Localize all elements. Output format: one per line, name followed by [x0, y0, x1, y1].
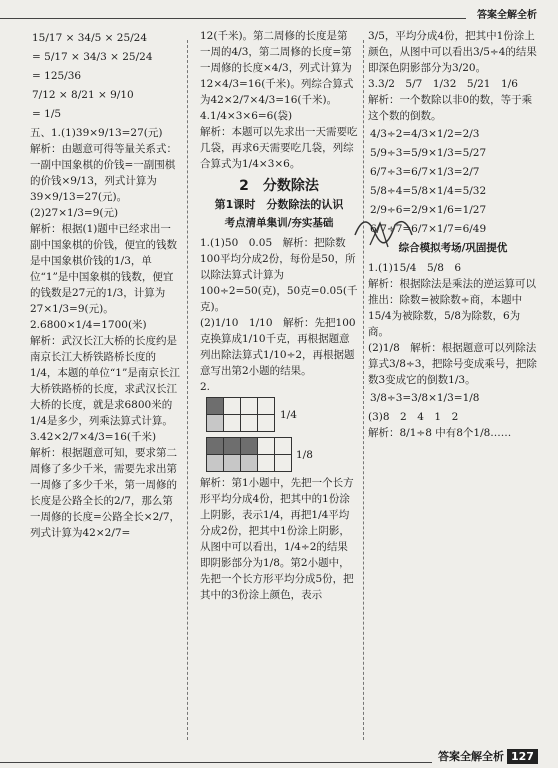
formula-line: 4/3÷2=4/3×1/2=2/3	[370, 128, 480, 140]
column-left	[30, 28, 180, 541]
explanation: 解析：一个数除以非0的数，等于乘这个数的倒数。	[368, 94, 533, 122]
section-title: 综合模拟考场/巩固提优	[398, 242, 508, 254]
answer-line: (2)1/10 1/10 解析：先把100克换算成1/10千克，再根据题意列出除法算式1/10÷2，再根据题意写出第2小题的结果。	[200, 317, 356, 377]
lesson-title: 第1课时 分数除法的认识	[214, 198, 344, 211]
sub-title: 考点清单集训/夯实基础	[224, 217, 334, 229]
answer-line: (3)8 2 4 1 2	[368, 411, 459, 423]
brand-label: 答案全解全析	[474, 6, 540, 21]
explanation: 解析：8/1÷8 中有8个1/8……	[368, 427, 512, 439]
answer-line: 3.3/2 5/7 1/32 5/21 1/6	[368, 78, 518, 90]
explanation: 解析：第1小题中，先把一个长方形平均分成4份，把其中的1份涂上阴影，表示1/4，再把1/4平均分成2份，把其中1份涂上阴影，从图中可以看出，1/4÷2的结果即阴影部分为1/8。第2小题中，先把一个长方形平均分成5份，把其中的3份涂上颜色，表示	[200, 477, 354, 601]
answer-line: 1.(1)15/4 5/8 6	[368, 262, 462, 274]
answer-line: (2)1/8 解析：根据题意可以列除法算式3/8÷3，把除号变成乘号，把除数3变成它的倒数1/3。	[368, 342, 537, 386]
formula-line: 5/8÷4=5/8×1/4=5/32	[370, 185, 487, 197]
diagram-area	[200, 395, 358, 475]
section-title: 2 分数除法	[239, 178, 319, 194]
explanation: 解析：武汉长江大桥的长度约是南京长江大桥铁路桥长度的1/4，本题的单位“1”是南京长江大桥铁路桥的长度，求武汉长江大桥的长度，就是求6800米的1/4是多少，列乘法算式计算。	[30, 335, 180, 427]
answer-line: 五、1.(1)39×9/13=27(元)	[30, 127, 163, 139]
grid-diagram-1	[206, 397, 275, 432]
column-middle	[200, 28, 358, 603]
explanation: 12(千米)。第二周修的长度是第一周的4/3，第二周修的长度=第一周修的长度×4/3，列式计算为12×4/3=16(千米)。列综合算式为42×2/7×4/3=16(千米)。	[200, 30, 354, 106]
column-divider	[363, 40, 364, 740]
page-number: 127	[507, 749, 538, 764]
formula-line: 15/17 × 34/5 × 25/24	[32, 32, 148, 44]
footer-label: 答案全解全析	[438, 750, 504, 763]
formula-line: 2/9÷6=2/9×1/6=1/27	[370, 204, 487, 216]
grid-diagram-2	[206, 437, 292, 472]
handwriting-scribble	[350, 205, 420, 255]
explanation: 解析：本题可以先求出一天需要吃几袋，再求6天需要吃几袋，列综合算式为1/4×3×6。	[200, 126, 358, 170]
explanation: 3/5，平均分成4份，把其中1份涂上颜色，从图中可以看出3/5÷4的结果即深色阴影部分为3/20。	[368, 30, 537, 74]
explanation: 解析：根据(1)题中已经求出一副中国象棋的价钱，便宜的钱数是中国象棋价钱的1/3，单位“1”是中国象棋的钱数，便宜的钱数是27元的1/3，计算为27×1/3=9(元)。	[30, 223, 177, 315]
formula-line: = 1/5	[32, 108, 62, 120]
answer-line: 4.1/4×3×6=6(袋)	[200, 110, 293, 122]
formula-line: 7/12 × 8/21 × 9/10	[32, 89, 134, 101]
formula-line: 3/8÷3=3/8×1/3=1/8	[370, 392, 480, 404]
footer-rule	[0, 762, 432, 763]
formula-line: = 125/36	[32, 70, 82, 82]
formula-line: 5/9÷3=5/9×1/3=5/27	[370, 147, 487, 159]
answer-line: (2)27×1/3=9(元)	[30, 207, 119, 219]
fraction-label: 1/4	[280, 409, 297, 421]
formula-line: = 5/17 × 34/3 × 25/24	[32, 51, 153, 63]
answer-line: 2.	[200, 381, 211, 393]
answer-line: 3.42×2/7×4/3=16(千米)	[30, 431, 157, 443]
formula-line: 6/7÷3=6/7×1/3=2/7	[370, 166, 480, 178]
answer-line: 1.(1)50 0.05 解析：把除数100平均分成2份，每份是50，所以除法算式计算为100÷2=50(克)，50克=0.05(千克)。	[200, 237, 358, 313]
fraction-label: 1/8	[296, 449, 313, 461]
explanation: 解析：根据题意可知，要求第二周修了多少千米，需要先求出第一周修了多少千米，第一周修的长度是公路全长的2/7，那么第一周修的长度=公路全长×2/7，列式计算为42×2/7=	[30, 447, 180, 539]
explanation: 解析：根据除法是乘法的逆运算可以推出：除数=被除数÷商，本题中15/4为被除数，5/8为除数，6为商。	[368, 278, 536, 338]
column-divider	[187, 40, 188, 740]
footer	[438, 748, 538, 764]
explanation: 解析：由题意可得等量关系式：一副中国象棋的价钱=一副围棋的价钱×9/13，列式计算为39×9/13=27(元)。	[30, 143, 177, 203]
header-rule	[0, 18, 466, 19]
formula-line: 6/7÷7=6/7×1/7=6/49	[370, 223, 487, 235]
answer-line: 2.6800×1/4=1700(米)	[30, 319, 147, 331]
